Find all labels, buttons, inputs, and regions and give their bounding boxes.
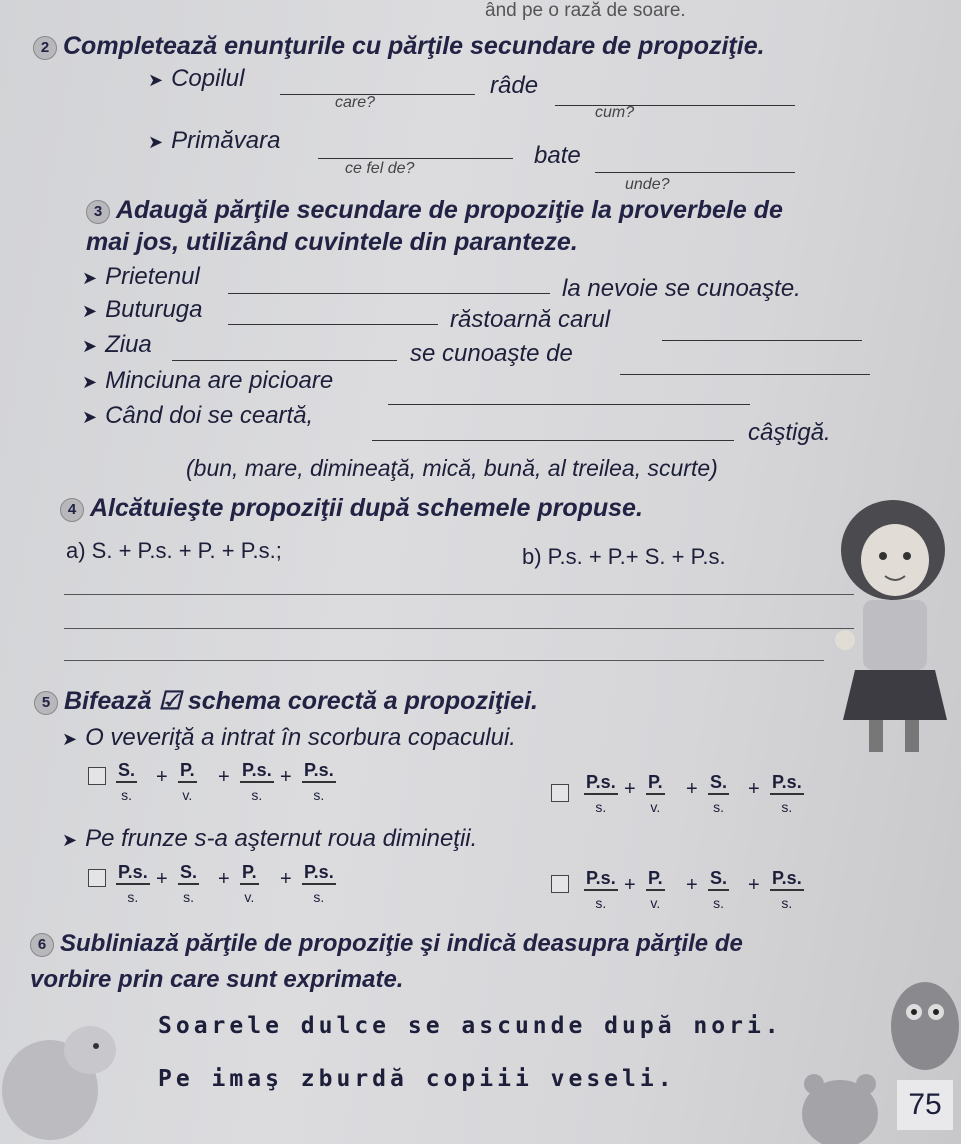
proverb-blank[interactable] bbox=[228, 293, 550, 294]
ex2-hint: care? bbox=[335, 94, 376, 111]
plus-sign: + bbox=[624, 778, 636, 800]
plus-sign: + bbox=[280, 766, 292, 788]
term-part: P.s. bbox=[584, 868, 618, 891]
scheme-term bbox=[770, 772, 804, 815]
plus-sign: + bbox=[686, 874, 698, 896]
term-part: P.s. bbox=[116, 862, 150, 885]
term-speech: s. bbox=[713, 895, 724, 911]
checkbox-1[interactable] bbox=[88, 767, 106, 785]
scheme-term bbox=[584, 868, 618, 911]
term-speech: v. bbox=[650, 799, 661, 815]
checkbox-4[interactable] bbox=[551, 875, 569, 893]
term-speech: s. bbox=[251, 787, 263, 803]
scheme-term bbox=[646, 772, 665, 815]
proverb-1: ➤ Prietenul bbox=[82, 263, 200, 290]
term-speech: s. bbox=[121, 787, 132, 803]
proverb-1-end: la nevoie se cunoaşte. bbox=[562, 275, 801, 302]
checkbox-3[interactable] bbox=[88, 869, 106, 887]
writing-line[interactable] bbox=[64, 628, 854, 629]
ex5-instruction: 5 Bifează ☑ schema corectă a propoziţiei. bbox=[34, 686, 538, 716]
term-speech: s. bbox=[781, 895, 793, 911]
ex2-hint: cum? bbox=[595, 104, 635, 121]
term-speech: v. bbox=[182, 787, 193, 803]
scheme-term bbox=[240, 862, 259, 905]
ex4-instruction: 4 Alcătuieşte propoziţii după schemele propuse. bbox=[60, 494, 643, 523]
proverb-blank[interactable] bbox=[372, 440, 734, 441]
scheme-term bbox=[302, 760, 336, 803]
ex2-line1-word1: ➤ Copilul bbox=[148, 65, 245, 92]
ex2-line2-word2: bate bbox=[534, 142, 581, 169]
girl-illustration bbox=[815, 490, 961, 760]
term-part: P. bbox=[646, 868, 665, 891]
ex5-number: 5 bbox=[34, 691, 58, 715]
bear-illustration bbox=[790, 1064, 890, 1144]
squirrel-illustration bbox=[0, 1000, 160, 1144]
plus-sign: + bbox=[748, 778, 760, 800]
term-part: S. bbox=[178, 862, 199, 885]
scheme-term bbox=[302, 862, 336, 905]
scheme-term bbox=[178, 862, 199, 905]
word-list: (bun, mare, dimineaţă, mică, bună, al treilea, scurte) bbox=[186, 455, 718, 481]
ex2-blank[interactable] bbox=[318, 158, 513, 159]
scheme-term bbox=[178, 760, 197, 803]
term-speech: s. bbox=[313, 889, 325, 905]
plus-sign: + bbox=[686, 778, 698, 800]
ex6-number: 6 bbox=[30, 933, 54, 957]
top-fragment: ând pe o rază de soare. bbox=[485, 0, 686, 21]
term-part: S. bbox=[708, 868, 729, 891]
term-part: S. bbox=[116, 760, 137, 783]
ex3-instruction: 3 Adaugă părţile secundare de propoziţie la proverbele de bbox=[86, 196, 783, 225]
term-part: P.s. bbox=[584, 772, 618, 795]
term-part: P. bbox=[646, 772, 665, 795]
proverb-5: ➤ Când doi se ceartă, bbox=[82, 402, 314, 429]
plus-sign: + bbox=[156, 868, 168, 890]
scheme-term bbox=[770, 868, 804, 911]
term-speech: s. bbox=[595, 895, 607, 911]
ex2-line2-word1: ➤ Primăvara bbox=[148, 127, 281, 154]
ex6-instruction-2: vorbire prin care sunt exprimate. bbox=[30, 966, 404, 993]
ex3-number: 3 bbox=[86, 200, 110, 224]
proverb-3: ➤ Ziua bbox=[82, 331, 152, 358]
ex2-line1-word2: râde bbox=[490, 72, 539, 99]
scheme-term bbox=[584, 772, 618, 815]
term-part: P.s. bbox=[302, 760, 336, 783]
scheme-b: b) P.s. + P.+ S. + P.s. bbox=[522, 544, 726, 569]
writing-line[interactable] bbox=[64, 594, 854, 595]
ex2-number: 2 bbox=[33, 36, 57, 60]
proverb-2-end: răstoarnă carul bbox=[450, 306, 611, 333]
plus-sign: + bbox=[218, 868, 230, 890]
term-speech: s. bbox=[313, 787, 325, 803]
plus-sign: + bbox=[218, 766, 230, 788]
term-part: P.s. bbox=[770, 772, 804, 795]
ex2-hint: ce fel de? bbox=[345, 160, 415, 177]
proverb-blank[interactable] bbox=[620, 374, 870, 375]
writing-line[interactable] bbox=[64, 660, 824, 661]
term-speech: v. bbox=[650, 895, 661, 911]
ex2-blank[interactable] bbox=[280, 94, 475, 95]
scheme-a: a) S. + P.s. + P. + P.s.; bbox=[66, 538, 282, 563]
proverb-blank[interactable] bbox=[228, 324, 438, 325]
ex6-sentence-1: Soarele dulce se ascunde după nori. bbox=[158, 1013, 783, 1039]
term-speech: v. bbox=[244, 889, 255, 905]
ex4-number: 4 bbox=[60, 498, 84, 522]
scheme-term bbox=[646, 868, 665, 911]
term-part: P.s. bbox=[302, 862, 336, 885]
scheme-term bbox=[116, 862, 150, 905]
sentence-1: ➤ O veveriţă a intrat în scorbura copacului. bbox=[62, 724, 516, 751]
ex2-blank[interactable] bbox=[555, 105, 795, 106]
proverb-blank[interactable] bbox=[662, 340, 862, 341]
proverb-4: ➤ Minciuna are picioare bbox=[82, 367, 334, 394]
term-part: P. bbox=[178, 760, 197, 783]
term-speech: s. bbox=[713, 799, 724, 815]
plus-sign: + bbox=[624, 874, 636, 896]
term-part: P.s. bbox=[770, 868, 804, 891]
proverb-3-end: se cunoaşte de bbox=[410, 340, 573, 367]
term-part: P. bbox=[240, 862, 259, 885]
term-part: P.s. bbox=[240, 760, 274, 783]
plus-sign: + bbox=[156, 766, 168, 788]
proverb-blank[interactable] bbox=[172, 360, 397, 361]
scheme-term bbox=[240, 760, 274, 803]
ex6-sentence-2: Pe imaş zburdă copiii veseli. bbox=[158, 1066, 676, 1092]
scheme-term bbox=[708, 868, 729, 911]
ex2-hint: unde? bbox=[625, 176, 670, 193]
plus-sign: + bbox=[748, 874, 760, 896]
ex3-instruction-2: mai jos, utilizând cuvintele din paranteze. bbox=[86, 228, 578, 256]
proverb-5-end: câştigă. bbox=[748, 419, 831, 446]
term-speech: s. bbox=[183, 889, 194, 905]
term-speech: s. bbox=[127, 889, 139, 905]
ex2-blank[interactable] bbox=[595, 172, 795, 173]
term-speech: s. bbox=[595, 799, 607, 815]
scheme-term bbox=[116, 760, 137, 803]
sentence-2: ➤ Pe frunze s-a aşternut roua dimineţii. bbox=[62, 825, 478, 852]
ex6-instruction: 6 Subliniază părţile de propoziţie şi indică deasupra părţile de bbox=[30, 930, 743, 958]
proverb-blank[interactable] bbox=[388, 404, 750, 405]
term-part: S. bbox=[708, 772, 729, 795]
proverb-2: ➤ Buturuga bbox=[82, 296, 203, 323]
page-number: 75 bbox=[897, 1080, 953, 1130]
ex2-instruction: 2 Completează enunţurile cu părţile secundare de propoziţie. bbox=[33, 32, 765, 61]
term-speech: s. bbox=[781, 799, 793, 815]
checkbox-2[interactable] bbox=[551, 784, 569, 802]
scheme-term bbox=[708, 772, 729, 815]
owl-illustration bbox=[880, 966, 961, 1076]
plus-sign: + bbox=[280, 868, 292, 890]
